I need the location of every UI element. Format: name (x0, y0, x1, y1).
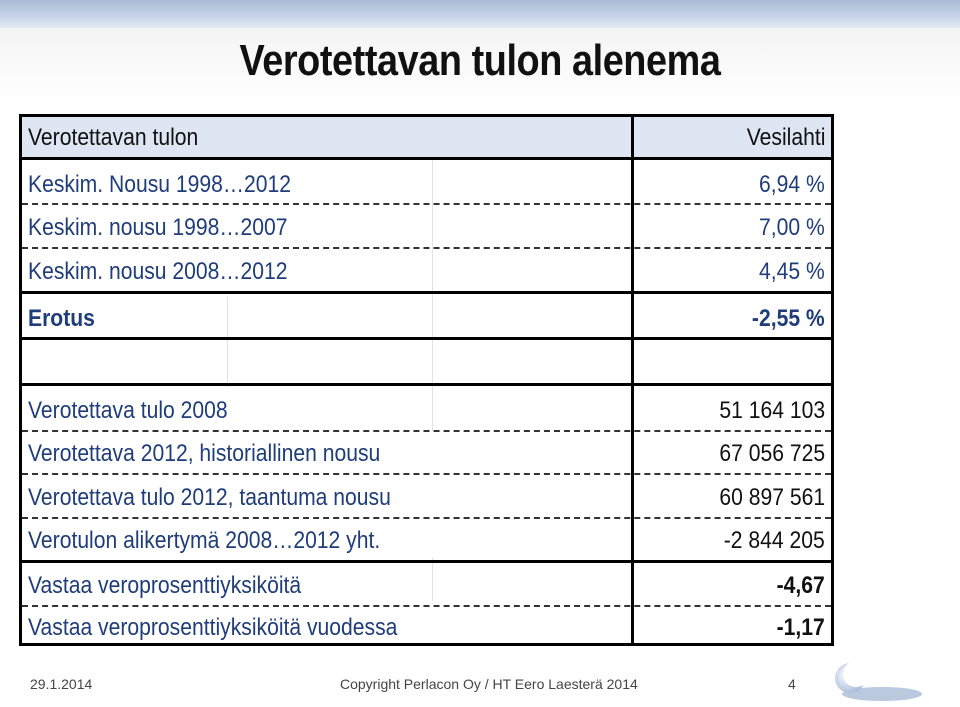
moon-logo-icon (820, 660, 930, 704)
row-divider-dashed (22, 517, 831, 519)
row-value: -1,17 (776, 614, 825, 641)
row-divider-dashed (22, 605, 831, 607)
row-label: Keskim. nousu 2008…2012 (28, 258, 288, 285)
column-divider (631, 117, 634, 643)
slide-title: Verotettavan tulon alenema (239, 36, 721, 85)
row-label: Verotettava tulo 2008 (28, 397, 228, 424)
row-divider-solid (22, 560, 831, 563)
row-label: Erotus (28, 305, 95, 332)
footer-date: 29.1.2014 (30, 676, 93, 692)
row-label: Verotettava 2012, historiallinen nousu (28, 440, 381, 467)
table-header-label: Verotettavan tulon (28, 124, 199, 151)
row-divider-dashed (22, 203, 831, 205)
row-value: 51 164 103 (719, 397, 825, 424)
row-divider-solid (22, 383, 831, 386)
row-label: Vastaa veroprosenttiyksiköitä (28, 572, 302, 599)
table-header-column: Vesilahti (746, 124, 825, 151)
row-label: Vastaa veroprosenttiyksiköitä vuodessa (28, 614, 398, 641)
footer-page-number: 4 (788, 676, 796, 692)
row-value: 6,94 % (759, 171, 825, 198)
row-label: Keskim. nousu 1998…2007 (28, 214, 288, 241)
row-value: -2,55 % (752, 305, 825, 332)
data-table (19, 114, 834, 646)
row-divider-solid (22, 337, 831, 340)
row-value: -2 844 205 (724, 527, 825, 554)
footer-copyright: Copyright Perlacon Oy / HT Eero Laesterä 2014 (340, 676, 638, 692)
row-value: 4,45 % (759, 258, 825, 285)
row-label: Keskim. Nousu 1998…2012 (28, 171, 291, 198)
row-divider-dashed (22, 473, 831, 475)
row-value: -4,67 (776, 572, 825, 599)
ghost-gridline (432, 159, 433, 389)
ghost-gridline (432, 557, 433, 601)
ghost-gridline (227, 297, 228, 387)
header-divider (22, 157, 831, 160)
row-value: 67 056 725 (719, 440, 825, 467)
ghost-gridline (432, 387, 433, 431)
top-decorative-band (0, 0, 960, 28)
row-divider-solid (22, 291, 831, 294)
row-value: 60 897 561 (719, 484, 825, 511)
row-label: Verotettava tulo 2012, taantuma nousu (28, 484, 391, 511)
row-divider-dashed (22, 430, 831, 432)
row-divider-dashed (22, 247, 831, 249)
row-label: Verotulon alikertymä 2008…2012 yht. (28, 527, 381, 554)
row-value: 7,00 % (759, 214, 825, 241)
